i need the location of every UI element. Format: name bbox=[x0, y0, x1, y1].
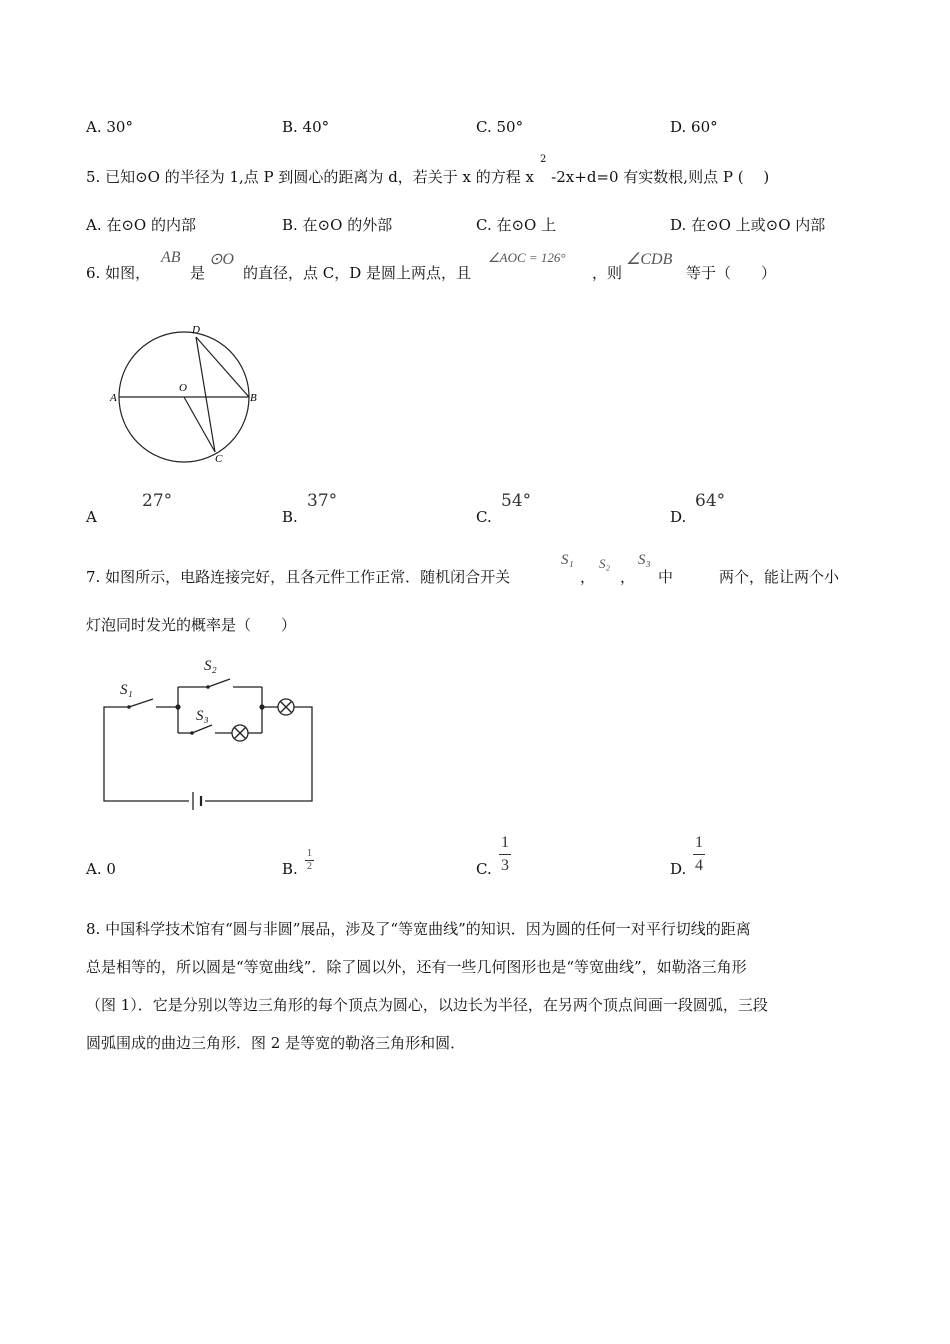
q6-math-ab: AB bbox=[161, 249, 181, 266]
q8-paragraph bbox=[86, 910, 866, 1062]
q5-option-b: B. 在⊙O 的外部 bbox=[282, 216, 393, 234]
q6-p3: 的直径，点 C，D 是圆上两点，且 bbox=[243, 264, 472, 282]
q4-option-a: A. 30° bbox=[86, 118, 133, 136]
q7-option-b-denominator: 2 bbox=[307, 861, 312, 872]
q6-math-angle-aoc: ∠AOC = 126° bbox=[488, 250, 566, 265]
q7-circuit-figure bbox=[96, 650, 322, 810]
q8-line-2: 总是相等的，所以圆是“等宽曲线”．除了圆以外，还有一些几何图形也是“等宽曲线”，如勒洛三角形 bbox=[86, 958, 747, 976]
q7-option-b-numerator: 1 bbox=[307, 848, 312, 859]
q6-p5: 等于（ ） bbox=[686, 264, 777, 282]
q6-option-b-value: 37° bbox=[307, 491, 338, 511]
q5-text-after: -2x+d=0 有实数根,则点 P ( ) bbox=[546, 168, 770, 186]
q6-p4: ，则 bbox=[592, 264, 623, 282]
q6-math-circle: ⊙O bbox=[209, 251, 234, 268]
q7-option-c-fraction bbox=[499, 832, 511, 877]
q7-p3: 两个，能让两个小 bbox=[719, 568, 840, 586]
q8-line-3: （图 1）．它是分别以等边三角形的每个顶点为圆心，以边长为半径，在另两个顶点间画一段圆弧，三段 bbox=[86, 996, 768, 1014]
q6-option-b-letter: B. bbox=[282, 508, 298, 526]
wire-bottom-right bbox=[205, 707, 312, 801]
q4-option-b: B. 40° bbox=[282, 118, 330, 136]
q7-p1: 7. 如图所示，电路连接完好，且各元件工作正常．随机闭合开关 bbox=[86, 568, 511, 586]
q6-option-d-letter: D. bbox=[670, 508, 687, 526]
switch-s3-blade bbox=[192, 725, 212, 733]
circuit-label-s2: S₂ bbox=[204, 658, 217, 674]
q7-option-b-fraction bbox=[305, 848, 314, 873]
q5-option-d: D. 在⊙O 上或⊙O 内部 bbox=[670, 216, 826, 234]
q6-option-d-value: 64° bbox=[695, 491, 726, 511]
q7-p2: 中 bbox=[658, 568, 674, 586]
q4-option-c: C. 50° bbox=[476, 118, 524, 136]
q6-option-a-value: 27° bbox=[142, 491, 173, 511]
wire-left-bottom bbox=[104, 707, 189, 801]
q7-option-c-letter: C. bbox=[476, 860, 492, 878]
q7-option-c-numerator: 1 bbox=[499, 832, 511, 855]
q5-stem bbox=[86, 154, 770, 187]
label-d: D bbox=[192, 324, 200, 336]
junction-right bbox=[259, 704, 264, 709]
q7-option-d-fraction bbox=[693, 832, 705, 877]
q6-p2: 是 bbox=[190, 264, 206, 282]
q5-exponent: 2 bbox=[540, 154, 547, 165]
q7-s3: S₃ bbox=[638, 552, 651, 568]
q7-option-c-denominator: 3 bbox=[501, 857, 509, 874]
label-a: A bbox=[110, 392, 117, 404]
q8-line-4: 圆弧围成的曲边三角形．图 2 是等宽的勒洛三角形和圆． bbox=[86, 1034, 466, 1052]
q5-option-c: C. 在⊙O 上 bbox=[476, 216, 557, 234]
q6-option-a-letter: A bbox=[86, 508, 97, 526]
label-o: O bbox=[179, 382, 187, 394]
label-c: C bbox=[215, 453, 223, 465]
q6-option-c-value: 54° bbox=[501, 491, 532, 511]
q7-line2: 灯泡同时发光的概率是（ ） bbox=[86, 616, 297, 634]
q7-sep-2: ， bbox=[620, 568, 636, 586]
circuit-label-s3: S₃ bbox=[196, 708, 209, 724]
q7-option-b-letter: B. bbox=[282, 860, 298, 878]
switch-s1-blade bbox=[129, 699, 153, 707]
q5-text-before: 5. 已知⊙O 的半径为 1,点 P 到圆心的距离为 d，若关于 x 的方程 x bbox=[86, 168, 535, 186]
q7-option-a: A. 0 bbox=[86, 860, 116, 878]
q6-option-c-letter: C. bbox=[476, 508, 492, 526]
q6-circle-figure bbox=[104, 318, 264, 466]
switch-s1-contact bbox=[127, 705, 131, 709]
q5-option-a: A. 在⊙O 的内部 bbox=[86, 216, 197, 234]
q7-option-d-numerator: 1 bbox=[693, 832, 705, 855]
q6-math-angle-cdb: ∠CDB bbox=[626, 251, 673, 268]
q7-s1: S₁ bbox=[561, 552, 574, 568]
q7-option-d-letter: D. bbox=[670, 860, 687, 878]
label-b: B bbox=[250, 392, 257, 404]
switch-s2-blade bbox=[208, 679, 230, 687]
q6-p1: 6. 如图， bbox=[86, 264, 151, 282]
q8-line-1: 8. 中国科学技术馆有“圆与非圆”展品，涉及了“等宽曲线”的知识．因为圆的任何一对平行切线的距离 bbox=[86, 920, 751, 938]
circuit-label-s1: S₁ bbox=[120, 682, 133, 698]
q7-sep-1: ， bbox=[580, 568, 596, 586]
q4-option-d: D. 60° bbox=[670, 118, 718, 136]
switch-s2-contact bbox=[206, 685, 210, 689]
q7-s2: S₂ bbox=[599, 556, 611, 571]
q7-option-d-denominator: 4 bbox=[695, 857, 703, 874]
junction-left bbox=[175, 704, 180, 709]
switch-s3-contact bbox=[190, 731, 194, 735]
